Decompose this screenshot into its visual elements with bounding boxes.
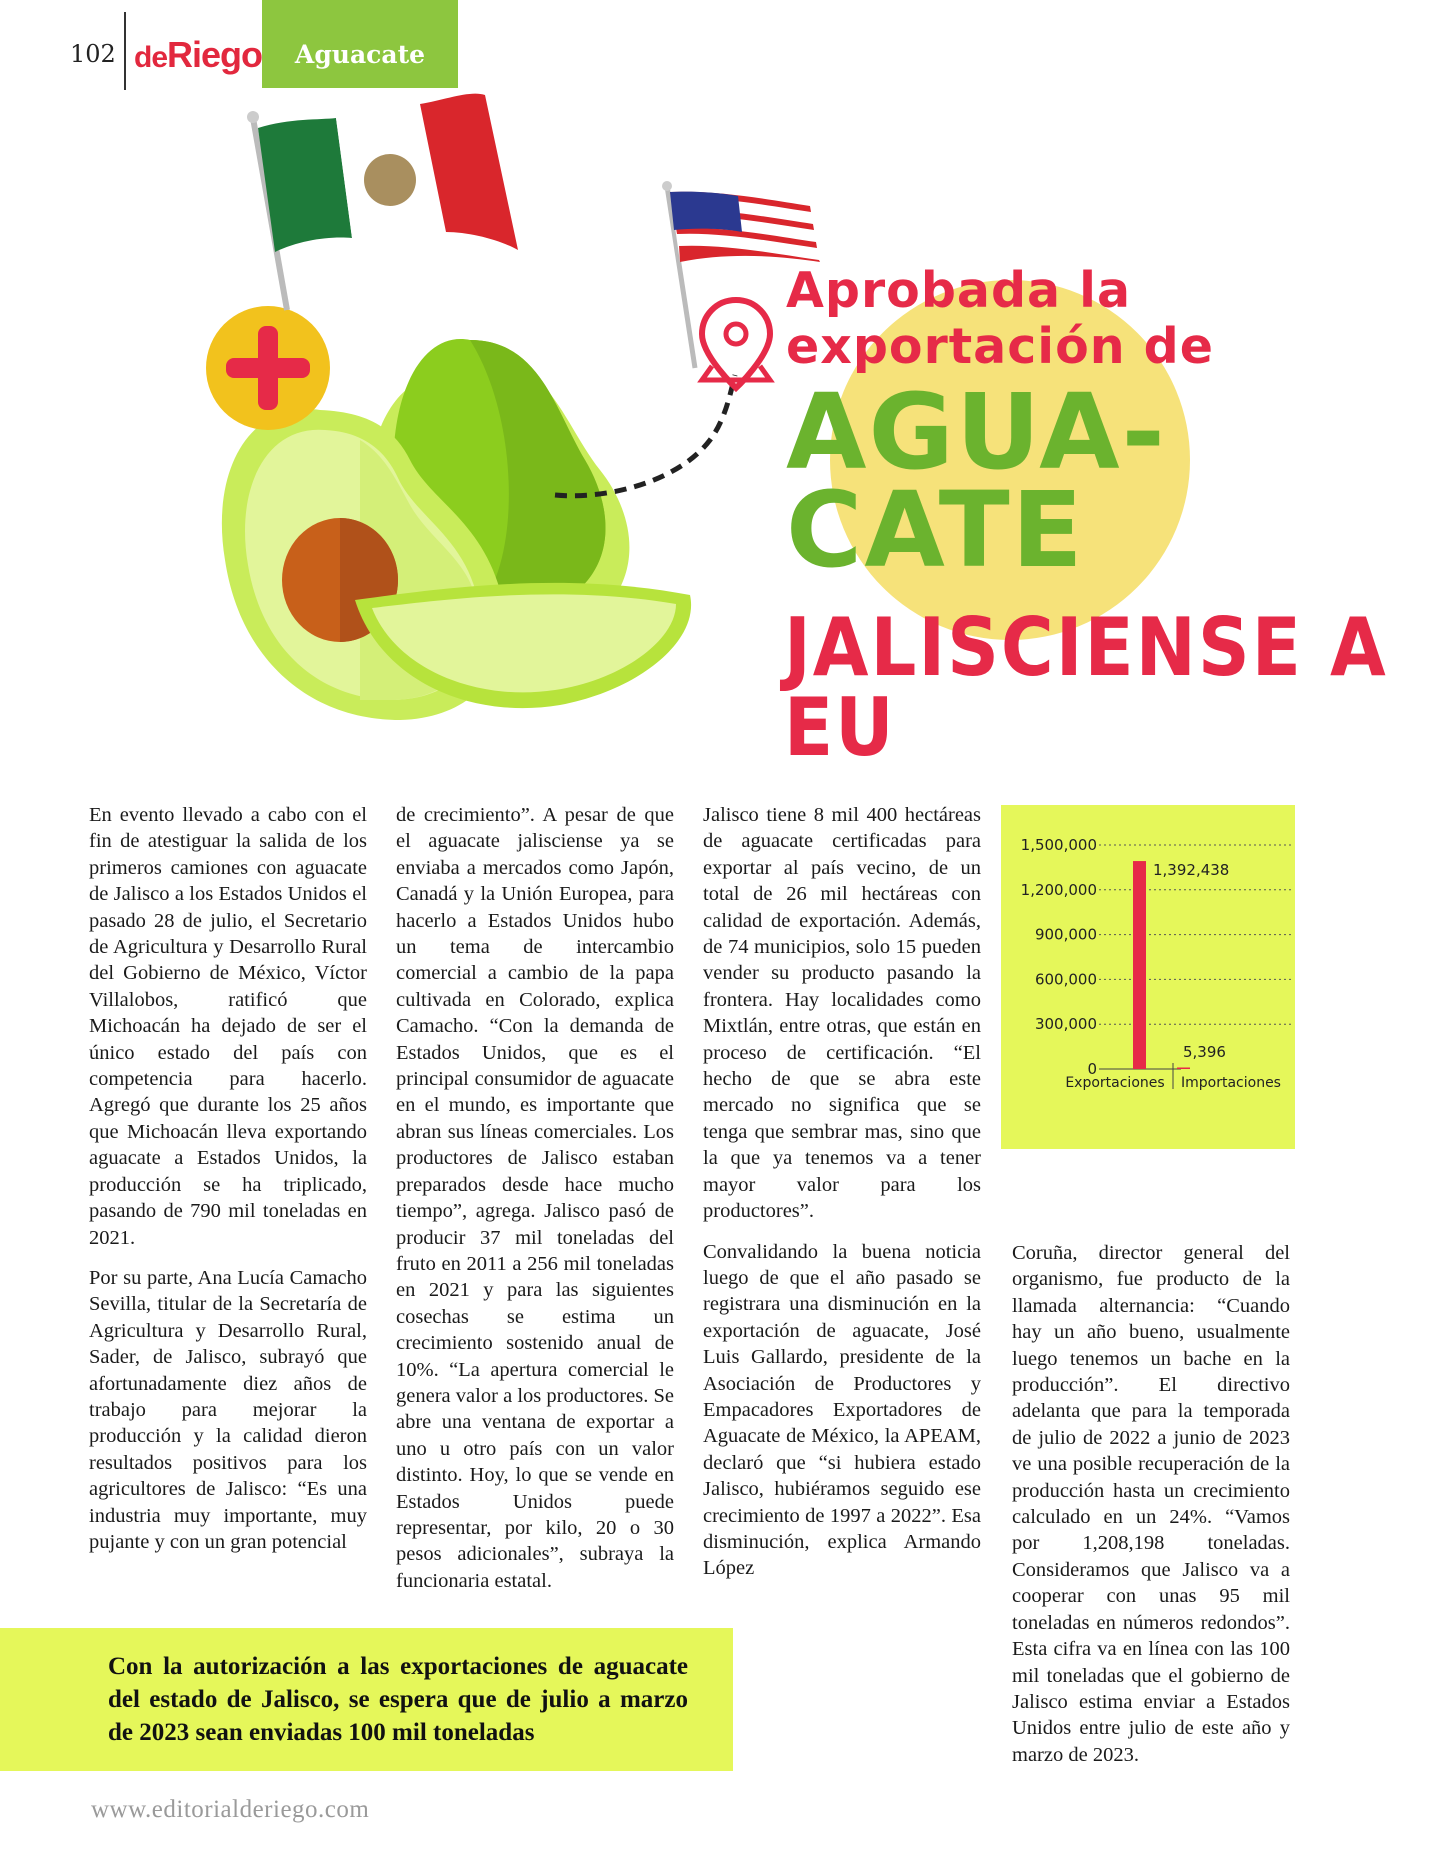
bar-chart xyxy=(1001,805,1295,1149)
y-tick-label: 1,500,000 xyxy=(1020,836,1097,854)
bar-exportaciones xyxy=(1133,861,1146,1069)
title-main-agua: AGUA- xyxy=(786,371,1167,493)
title-line-aprobada: Aprobada la xyxy=(786,262,1132,319)
paragraph: Coruña, director general del organismo, fue producto de la llamada alternancia: “Cuando hay un año bueno, usualmente luego tenemos un bache en la producción”. El directivo adelanta que para la temporada de julio de 2022 a junio de 2023 ve una posible recuperación de la producción hasta un crecimiento calculado en un 24%. “Vamos por 1,208,198 toneladas. Consideramos que Jalisco va a cooperar con unas 95 mil toneladas en números redondos”. Esta cifra va en línea con las 100 mil toneladas que el gobierno de Jalisco estima enviar a Estados Unidos entre julio de este año y marzo de 2023. xyxy=(1012,1242,1290,1766)
body-column-3 xyxy=(703,802,981,1596)
paragraph: Jalisco tiene 8 mil 400 hectáreas de aguacate certificadas para exportar al país vecino, de un total de 26 mil hectáreas con calidad de exportación. Además, de 74 municipios, solo 15 pueden vender su producto pasando la frontera. Hay localidades como Mixtlán, entre otras, que están en proceso de certificación. “El hecho de que se abra este mercado no significa que se tenga que sembrar mas, sino que la que ya tenemos va a tener mayor valor para los productores”. xyxy=(703,804,981,1223)
callout-text: Con la autorización a las exportaciones de aguacate del estado de Jalisco, se espera que de julio a marzo de 2023 sean enviadas 100 mil toneladas xyxy=(108,1653,688,1746)
bar-importaciones xyxy=(1177,1068,1190,1070)
header-divider xyxy=(124,12,126,90)
data-label: 1,392,438 xyxy=(1153,861,1230,879)
data-label: 5,396 xyxy=(1183,1043,1226,1061)
footer-url: www.editorialderiego.com xyxy=(91,1796,370,1823)
x-tick-label: Exportaciones xyxy=(1065,1075,1165,1091)
paragraph: Por su parte, Ana Lucía Camacho Sevilla, titular de la Secretaría de Agricultura y Desarrollo Rural, Sader, de Jalisco, subrayó que afortunadamente diez años de trabajo para mejorar la producción y la calidad dieron resultados positivos para los agricultores de Jalisco: “Es una industria muy importante, muy pujante y con un gran potencial xyxy=(89,1266,367,1553)
title-main-cate: CATE xyxy=(786,469,1085,591)
y-tick-label: 300,000 xyxy=(1034,1015,1097,1034)
x-tick-label: Importaciones xyxy=(1181,1075,1281,1091)
title-line-jalisciense: JALISCIENSE A EU xyxy=(784,601,1388,774)
y-tick-label: 1,200,000 xyxy=(1020,880,1097,899)
body-column-1 xyxy=(89,802,367,1569)
mexico-flag xyxy=(247,94,518,310)
paragraph: Convalidando la buena noticia luego de que el año pasado se registrara una disminución en la exportación de aguacate, José Luis Gallardo, presidente de la Asociación de Productores y Empacadores Exportadores de Aguacate de México, la APEAM, declaró que “si hubiera estado Jalisco, hubiéramos seguido ese crecimiento de 1997 a 2022”. Esa disminución, explica Armando López xyxy=(703,1240,981,1580)
page-number: 102 xyxy=(70,40,116,68)
y-tick-label: 0 xyxy=(1087,1060,1097,1078)
brand-logo xyxy=(134,34,262,76)
paragraph: En evento llevado a cabo con el fin de atestiguar la salida de los primeros camiones con aguacate de Jalisco a los Estados Unidos el pasado 28 de julio, el Secretario de Agricultura y Desarrollo Rural del Gobierno de México, Víctor Villalobos, ratificó que Michoacán ha dejado de ser el único estado del país con competencia para hacerlo. Agregó que durante los 25 años que Michoacán lleva exportando aguacate a Estados Unidos, la producción se ha triplicado, pasando de 790 mil toneladas en 2021. xyxy=(89,804,367,1249)
body-column-2 xyxy=(396,802,674,1608)
body-column-4 xyxy=(1012,1240,1290,1782)
brand-logo-riego: Riego xyxy=(167,34,263,75)
section-tab xyxy=(262,0,458,88)
chart-panel xyxy=(1001,805,1295,1149)
title-line-exportacion: exportación de xyxy=(786,318,1214,375)
y-tick-label: 600,000 xyxy=(1034,970,1097,989)
brand-logo-de: de xyxy=(134,41,168,74)
paragraph: de crecimiento”. A pesar de que el aguacate jalisciense ya se enviaba a mercados como Japón, Canadá y la Unión Europea, para hacerlo a Estados Unidos hubo un tema de intercambio comercial a cambio de la papa cultivada en Colorado, explica Camacho. “Con la demanda de Estados Unidos, que es el principal consumidor de aguacate en el mundo, es importante que abran sus líneas comerciales. Los productores de Jalisco estaban preparados desde hace mucho tiempo”, agrega. Jalisco pasó de producir 37 mil toneladas del fruto en 2011 a 256 mil toneladas en 2021 y para las siguientes cosechas se estima un crecimiento sostenido anual de 10%. “La apertura comercial le genera valor a los productores. Se abre una ventana de exportar a uno u otro país con un valor distinto. Hoy, lo que se vende en Estados Unidos puede representar, por kilo, 20 o 30 pesos adicionales”, subraya la funcionaria estatal. xyxy=(396,804,674,1592)
section-label: Aguacate xyxy=(294,40,426,69)
y-tick-label: 900,000 xyxy=(1034,925,1097,944)
plus-icon xyxy=(206,306,330,430)
location-pin-icon xyxy=(702,300,770,388)
